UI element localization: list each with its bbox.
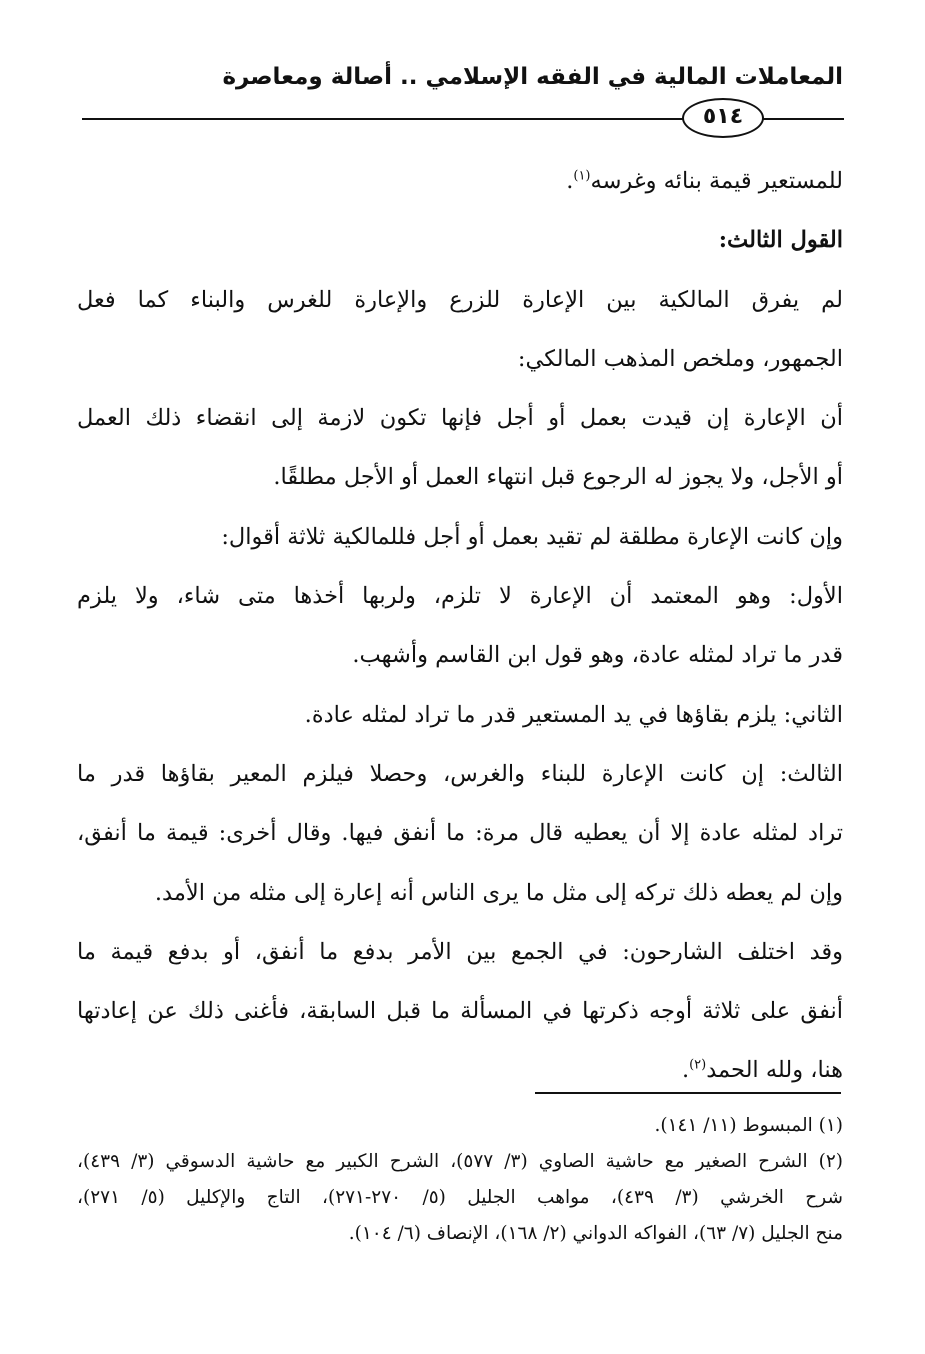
footnote-line: منح الجليل (٧/ ٦٣)، الفواكه الدواني (٢/ ١٦٨)، الإنصاف (٦/ ١٠٤). <box>348 1223 843 1244</box>
footnote-ref: (٢) <box>689 1057 707 1073</box>
body-line: أن الإعارة إن قيدت بعمل أو أجل فإنها تكون لازمة إلى انقضاء ذلك العمل <box>77 405 843 432</box>
page-number: ٥١٤ <box>682 98 764 138</box>
body-line: لم يفرق المالكية بين الإعارة للزرع والإعارة للغرس والبناء كما فعل <box>77 286 843 313</box>
body-line: الثاني: يلزم بقاؤها في يد المستعير قدر ما تراد لمثله عادة. <box>304 701 843 728</box>
running-header-title: المعاملات المالية في الفقه الإسلامي .. أصالة ومعاصرة <box>222 64 843 90</box>
body-line: قدر ما تراد لمثله عادة، وهو قول ابن القاسم وأشهب. <box>352 642 843 669</box>
body-text <box>77 152 843 1101</box>
body-line: الثالث: إن كانت الإعارة للبناء والغرس، وحصلا فيلزم المعير بقاؤها قدر ما <box>77 760 843 787</box>
body-line: للمستعير قيمة بنائه وغرسه$^{(١)}$. <box>566 168 843 194</box>
footnote-line: (٢) الشرح الصغير مع حاشية الصاوي (٣/ ٥٧٧)، الشرح الكبير مع حاشية الدسوقي (٣/ ٤٣٩)، <box>77 1151 844 1172</box>
footnotes <box>77 1108 843 1252</box>
body-line: وقد اختلف الشارحون: في الجمع بين الأمر بدفع ما أنفق، أو بدفع قيمة ما <box>77 938 843 965</box>
body-line: الجمهور، وملخص المذهب المالكي: <box>517 345 843 372</box>
footnote-ref: (١) <box>573 168 591 184</box>
body-line: أنفق على ثلاثة أوجه ذكرتها في المسألة ما قبل السابقة، فأغنى ذلك عن إعادتها <box>77 998 843 1025</box>
footnote-separator <box>535 1092 841 1094</box>
body-line: وإن كانت الإعارة مطلقة لم تقيد بعمل أو أجل فللمالكية ثلاثة أقوال: <box>221 523 843 550</box>
section-heading: القول الثالث: <box>718 227 843 254</box>
body-line: وإن لم يعطه ذلك تركه إلى مثل ما يرى الناس أنه إعارة إلى مثله من الأمد. <box>154 879 843 906</box>
body-line: هنا، ولله الحمد$^{(٢)}$. <box>681 1057 843 1084</box>
footnote-line: (١) المبسوط (١١/ ١٤١). <box>654 1115 843 1136</box>
body-line: أو الأجل، ولا يجوز له الرجوع قبل انتهاء العمل أو الأجل مطلقًا. <box>273 464 843 491</box>
body-line: الأول: وهو المعتمد أن الإعارة لا تلزم، ولربها أخذها متى شاء، ولا يلزم <box>77 583 843 610</box>
footnote-line: شرح الخرشي (٣/ ٤٣٩)، مواهب الجليل (٥/ ٢٧٠-٢٧١)، التاج والإكليل (٥/ ٢٧١)، <box>77 1187 843 1208</box>
body-line: تراد لمثله عادة إلا أن يعطيه قال مرة: ما أنفق فيها. وقال أخرى: قيمة ما أنفق، <box>77 820 843 847</box>
